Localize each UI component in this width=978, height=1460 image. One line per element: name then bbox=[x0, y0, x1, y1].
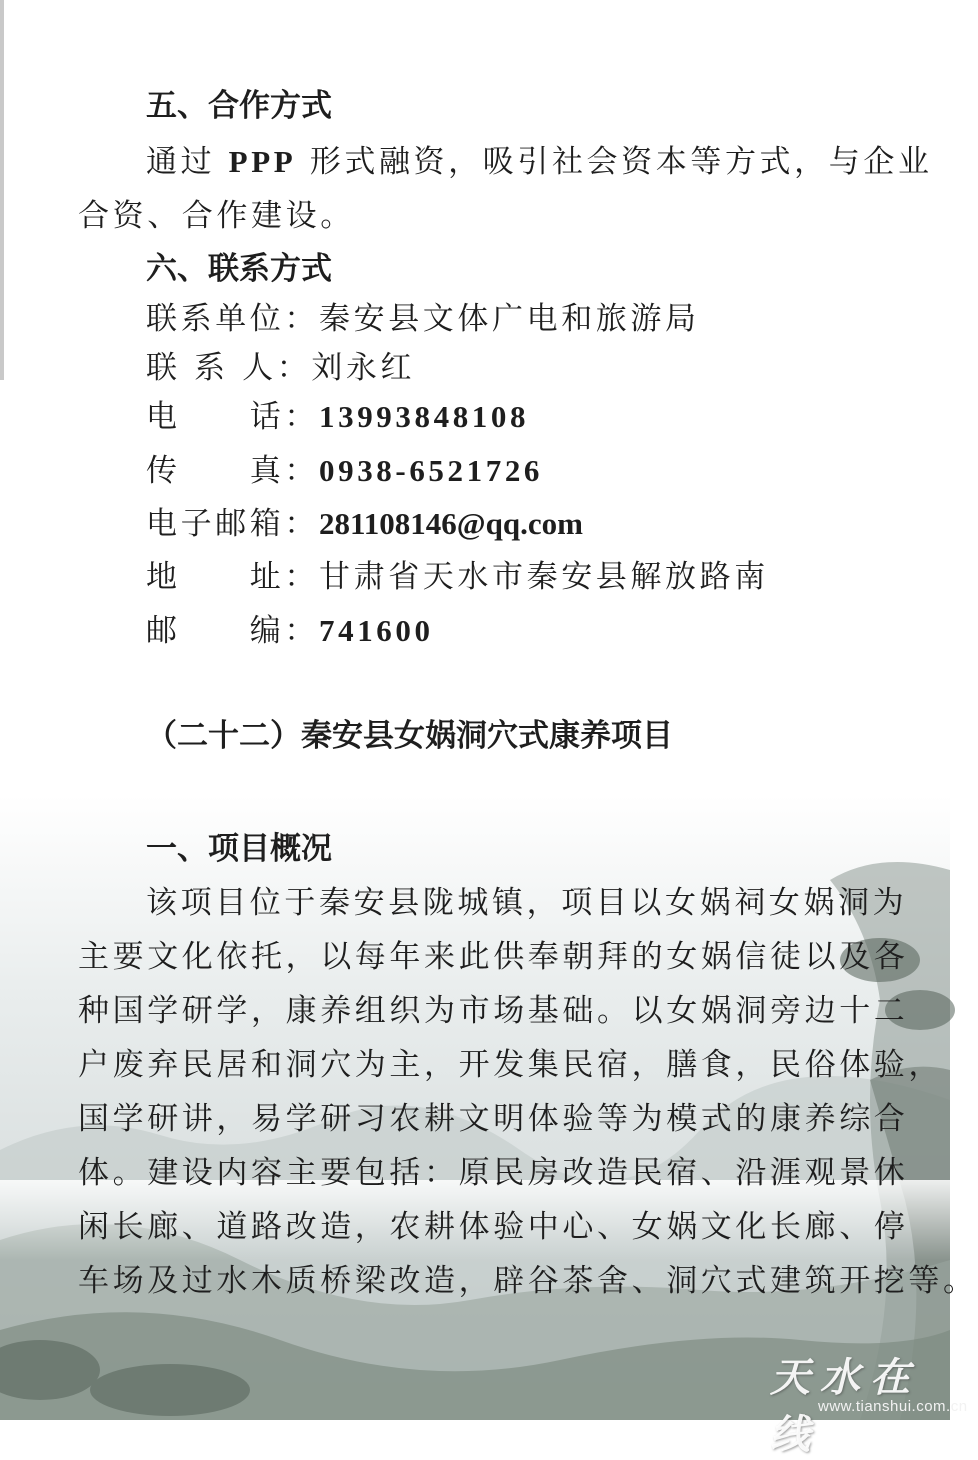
contact-fax-value: 0938-6521726 bbox=[319, 453, 544, 488]
contact-phone-value: 13993848108 bbox=[319, 399, 530, 434]
contact-person-row bbox=[146, 348, 415, 388]
site-watermark: 天水在线 bbox=[770, 1355, 920, 1458]
paragraph-line: 该项目位于秦安县陇城镇，项目以女娲祠女娲洞为 bbox=[146, 885, 908, 921]
project-title: （二十二）秦安县女娲洞穴式康养项目 bbox=[146, 718, 673, 754]
paragraph-line: 主要文化依托，以每年来此供奉朝拜的女娲信徒以及各 bbox=[78, 939, 909, 975]
contact-email-row bbox=[146, 504, 583, 544]
contact-unit-row bbox=[146, 299, 700, 339]
contact-postcode-value: 741600 bbox=[319, 613, 434, 648]
contact-person-label: 联 系 人： bbox=[146, 350, 312, 386]
contact-postcode-row bbox=[146, 611, 434, 651]
contact-address-value: 甘肃省天水市秦安县解放路南 bbox=[319, 559, 769, 595]
contact-email-label: 电子邮箱： bbox=[146, 506, 319, 542]
contact-person-value: 刘永红 bbox=[311, 350, 416, 386]
section5-heading: 五、合作方式 bbox=[146, 88, 332, 124]
ppp-term: PPP bbox=[228, 144, 297, 179]
paragraph-line: 户废弃民居和洞穴为主，开发集民宿，膳食，民俗体验， bbox=[78, 1047, 943, 1083]
contact-unit-label: 联系单位： bbox=[146, 301, 319, 337]
contact-address-label: 地 址： bbox=[146, 559, 319, 595]
paragraph-line: 体。建设内容主要包括：原民房改造民宿、沿涯观景休 bbox=[78, 1155, 909, 1191]
contact-phone-row bbox=[146, 397, 529, 437]
contact-fax-row bbox=[146, 451, 543, 491]
paragraph-line: 车场及过水木质桥梁改造，辟谷茶舍、洞穴式建筑开挖等。 bbox=[78, 1263, 978, 1299]
left-edge-bar bbox=[0, 0, 4, 380]
contact-postcode-label: 邮 编： bbox=[146, 613, 319, 649]
paragraph-line: 种国学研学，康养组织为市场基础。以女娲洞旁边十二 bbox=[78, 993, 909, 1029]
section5-line2: 合资、合作建设。 bbox=[78, 198, 355, 234]
section5-line1-end: 形式融资，吸引社会资本等方式，与企业 bbox=[309, 144, 933, 180]
section6-heading: 六、联系方式 bbox=[146, 251, 332, 287]
paragraph-line: 闲长廊、道路改造，农耕体验中心、女娲文化长廊、停 bbox=[78, 1209, 909, 1245]
contact-fax-label: 传 真： bbox=[146, 453, 319, 489]
section1-heading: 一、项目概况 bbox=[146, 831, 332, 867]
site-watermark-url: www.tianshui.com.cn bbox=[818, 1398, 968, 1415]
contact-address-row bbox=[146, 557, 769, 597]
contact-email-value: 281108146@qq.com bbox=[319, 506, 583, 541]
contact-phone-label: 电 话： bbox=[146, 399, 319, 435]
contact-unit-value: 秦安县文体广电和旅游局 bbox=[319, 301, 700, 337]
paragraph-line: 国学研讲，易学研习农耕文明体验等为模式的康养综合 bbox=[78, 1101, 909, 1137]
section5-line1 bbox=[146, 142, 933, 182]
section5-line1-start: 通过 bbox=[146, 144, 216, 180]
